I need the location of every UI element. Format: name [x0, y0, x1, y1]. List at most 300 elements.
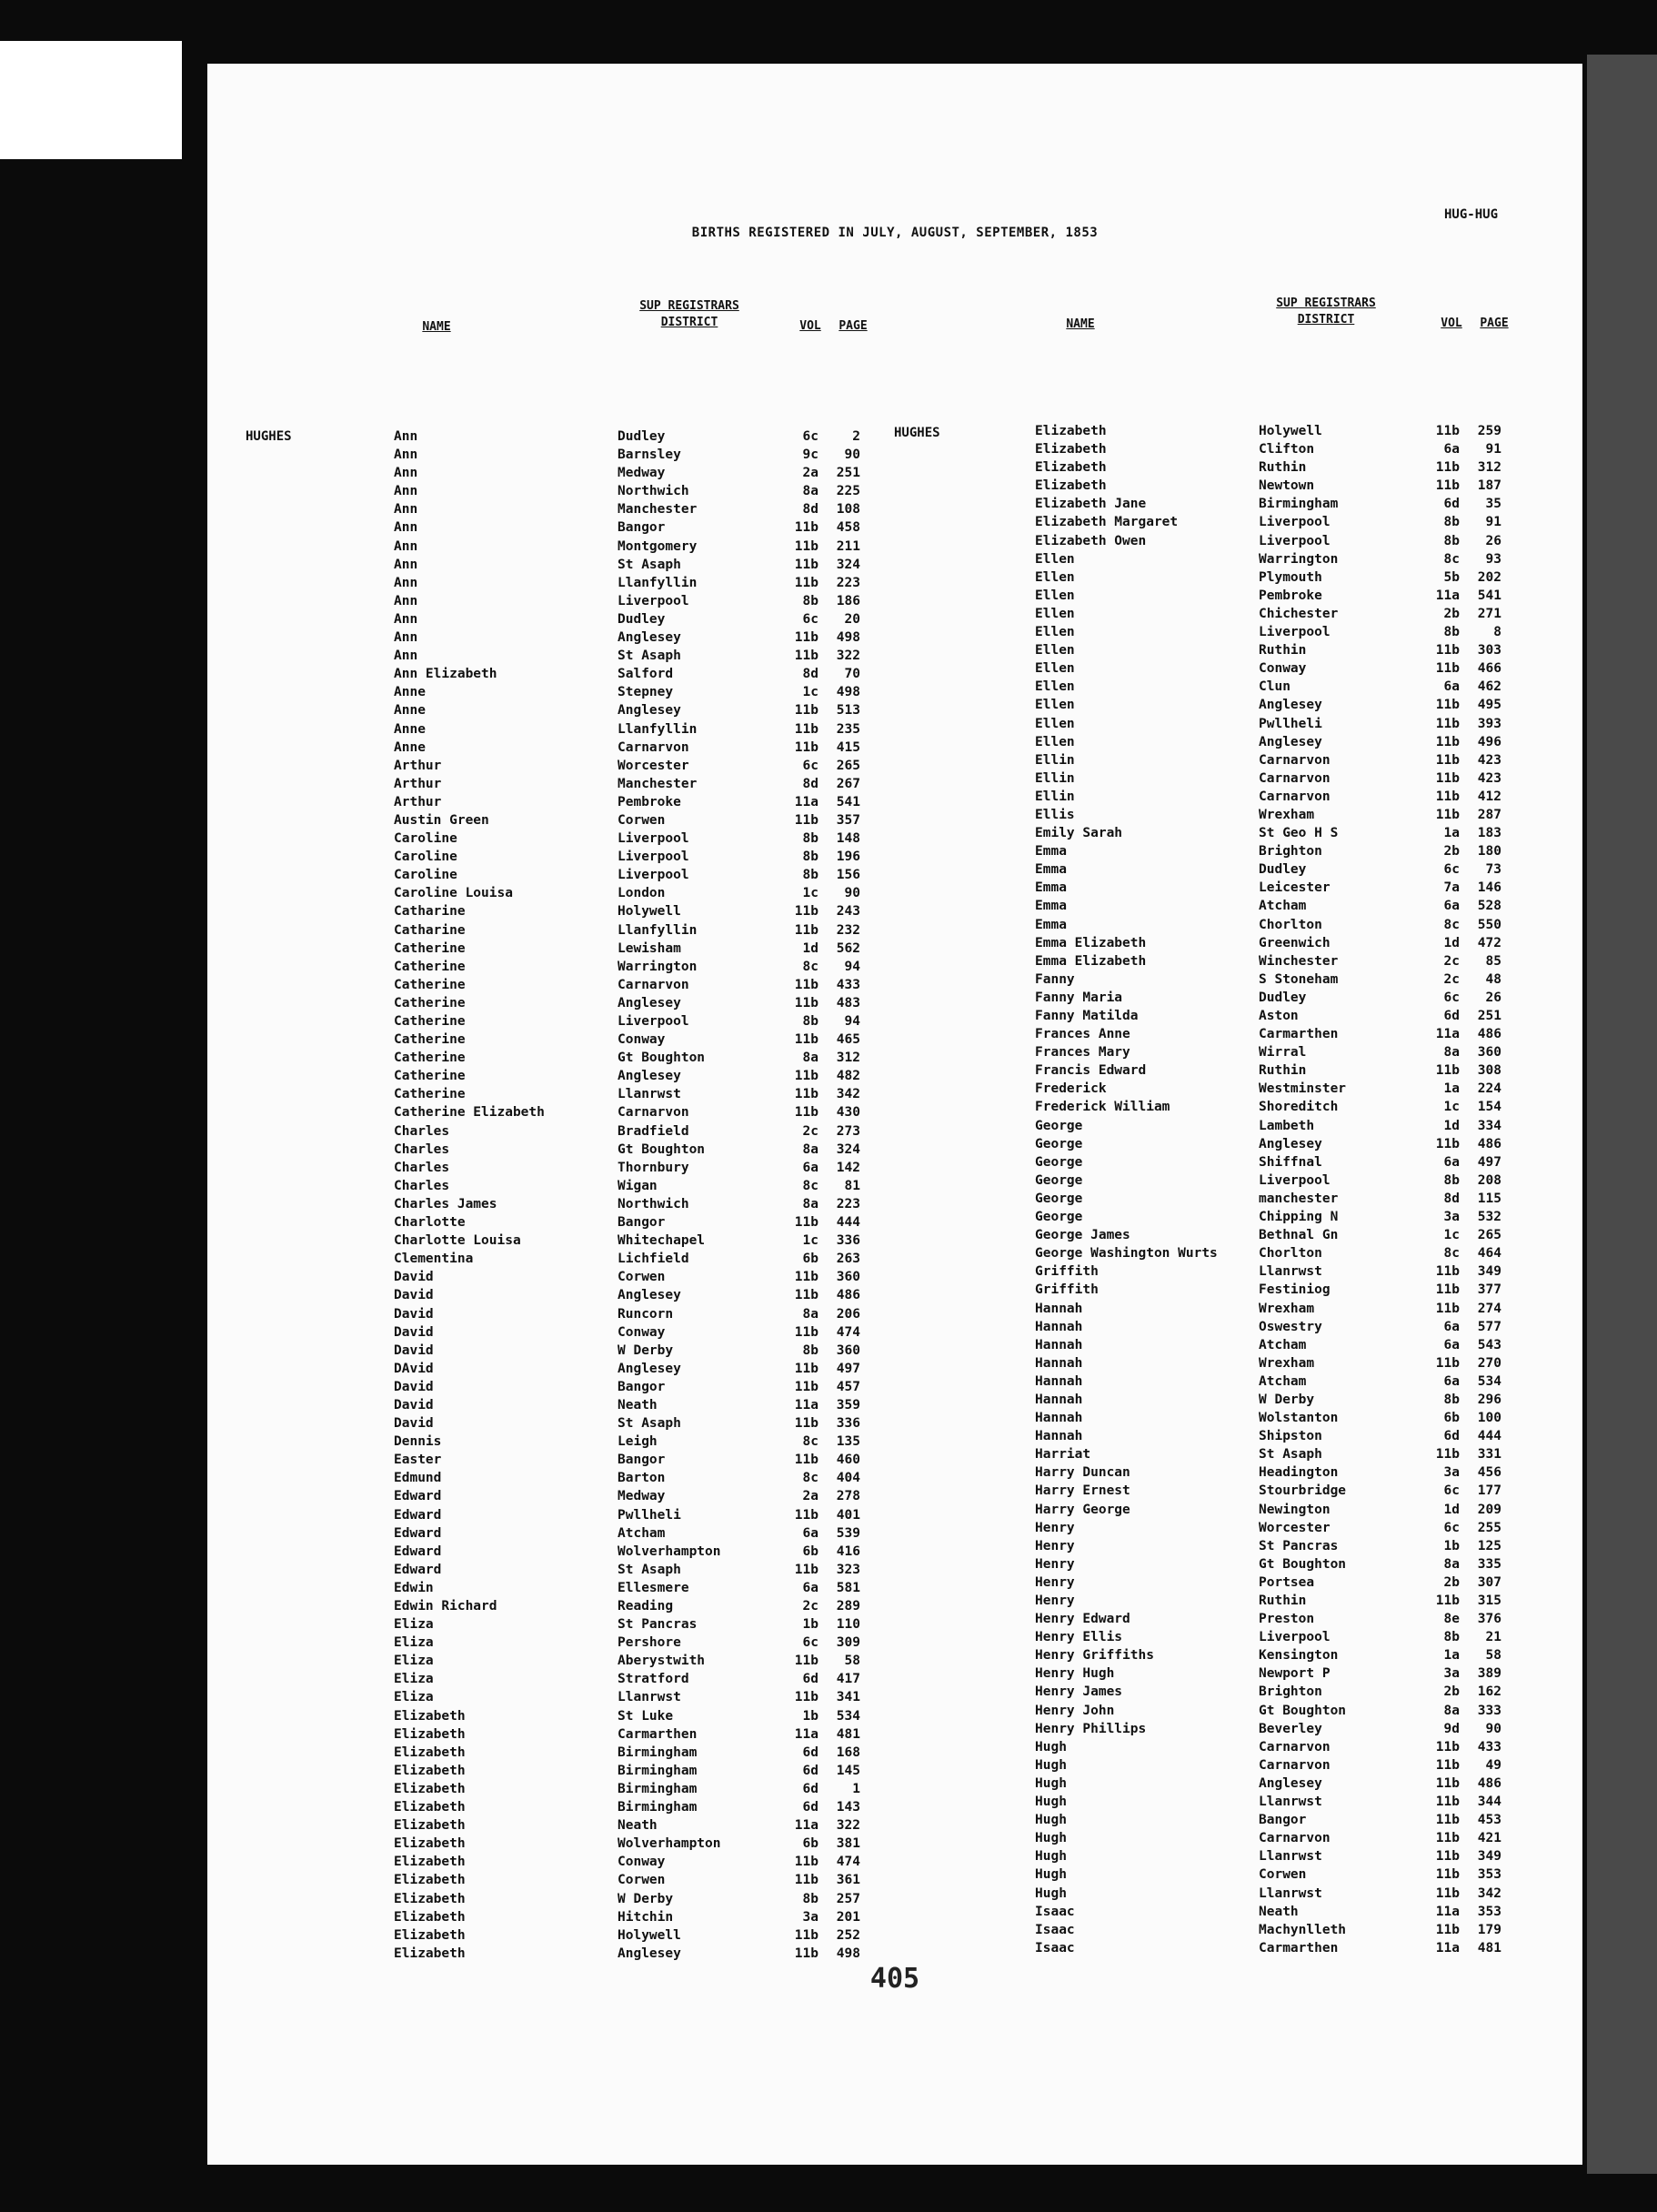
entry-vol: 8b — [1443, 1630, 1460, 1645]
entry-name: Eliza — [394, 1690, 434, 1705]
entry-vol: 8a — [802, 1051, 818, 1066]
entry-row — [394, 1124, 867, 1142]
entry-page: 156 — [836, 868, 860, 883]
entry-vol: 2b — [1443, 1574, 1460, 1590]
entry-page: 498 — [836, 630, 860, 646]
entry-page: 415 — [836, 739, 860, 755]
entry-page: 49 — [1485, 1757, 1501, 1773]
entry-row — [394, 1270, 867, 1288]
right-district-header-line1: SUP REGISTRARS — [1276, 297, 1376, 310]
entry-name: Henry — [1035, 1538, 1075, 1553]
entry-page: 486 — [1477, 1136, 1501, 1151]
entry-name: Caroline Louisa — [394, 886, 513, 901]
entry-name: Henry — [1035, 1520, 1075, 1535]
entry-district: Holywell — [1259, 424, 1322, 438]
entry-vol: 11b — [794, 1946, 818, 1961]
entry-vol: 11b — [1435, 1447, 1460, 1463]
entry-row — [394, 466, 867, 484]
entry-vol: 2c — [802, 1123, 818, 1139]
entry-district: St Asaph — [618, 1416, 681, 1432]
entry-page: 539 — [836, 1525, 860, 1541]
entry-row — [1035, 844, 1517, 862]
entry-page: 416 — [836, 1543, 860, 1559]
entry-row — [394, 576, 867, 594]
entry-name: Charles — [394, 1178, 450, 1193]
entry-page: 483 — [836, 995, 860, 1010]
entry-page: 125 — [1477, 1538, 1501, 1553]
entry-page: 359 — [836, 1397, 860, 1413]
entry-district: Carnarvon — [1259, 752, 1331, 768]
entry-vol: 2c — [802, 1599, 818, 1614]
entry-district: Holywell — [618, 904, 681, 920]
entry-row — [394, 1380, 867, 1398]
entry-name: David — [394, 1397, 434, 1413]
entry-district: Bangor — [618, 520, 666, 536]
entry-row — [394, 978, 867, 996]
entry-name: Elizabeth — [1035, 424, 1107, 438]
entry-name: Eliza — [394, 1654, 434, 1669]
entry-vol: 6d — [802, 1744, 818, 1760]
entry-row — [394, 850, 867, 868]
film-edge-strip — [1587, 55, 1657, 2174]
entry-row — [394, 1252, 867, 1270]
entry-page: 206 — [836, 1306, 860, 1322]
entry-page: 162 — [1477, 1684, 1501, 1700]
entry-vol: 11a — [1435, 588, 1460, 603]
entry-page: 360 — [1477, 1045, 1501, 1061]
entry-district: Bangor — [618, 1379, 666, 1394]
entry-district: Liverpool — [1259, 625, 1331, 640]
entry-name: Caroline — [394, 831, 457, 847]
entry-district: Llanfyllin — [618, 721, 698, 737]
entry-name: Hugh — [1035, 1757, 1067, 1773]
entry-row — [1035, 442, 1517, 460]
entry-row — [1035, 1831, 1517, 1849]
entry-name: Edward — [394, 1507, 442, 1523]
entry-page: 21 — [1485, 1630, 1501, 1645]
entry-page: 296 — [1477, 1392, 1501, 1407]
entry-vol: 11b — [794, 995, 818, 1010]
entry-name: George — [1035, 1172, 1083, 1188]
entry-district: W Derby — [618, 1891, 674, 1906]
entry-vol: 11b — [794, 1873, 818, 1888]
entry-name: Edward — [394, 1525, 442, 1541]
entry-row — [394, 722, 867, 740]
entry-row — [1035, 1539, 1517, 1557]
entry-vol: 8b — [1443, 625, 1460, 640]
entry-vol: 11b — [1435, 1795, 1460, 1810]
entry-district: Chipping N — [1259, 1210, 1339, 1225]
entry-page: 267 — [836, 776, 860, 791]
entry-name: Ann — [394, 447, 418, 463]
entry-row — [394, 996, 867, 1014]
entry-row — [1035, 1210, 1517, 1228]
entry-district: Leigh — [618, 1434, 658, 1450]
entry-page: 143 — [836, 1800, 860, 1815]
entry-name: Charlotte Louisa — [394, 1233, 521, 1249]
entry-district: Llanrwst — [618, 1690, 681, 1705]
entry-district: Salford — [618, 667, 674, 682]
entry-vol: 11a — [1435, 1940, 1460, 1956]
entry-name: Catherine Elizabeth — [394, 1105, 545, 1121]
entry-vol: 11b — [1435, 807, 1460, 822]
entry-name: Caroline — [394, 850, 457, 865]
entry-district: Clifton — [1259, 442, 1315, 457]
entry-page: 430 — [836, 1105, 860, 1121]
entry-name: Arthur — [394, 758, 442, 773]
entry-page: 482 — [836, 1069, 860, 1084]
entry-vol: 6b — [1443, 1411, 1460, 1426]
entry-page: 94 — [844, 959, 860, 974]
entry-district: Oswestry — [1259, 1319, 1322, 1334]
right-district-header — [1253, 296, 1399, 328]
entry-row — [1035, 1941, 1517, 1959]
entry-district: manchester — [1259, 1191, 1339, 1206]
entry-district: Pwllheli — [1259, 716, 1322, 731]
entry-district: Brighton — [1259, 1684, 1322, 1700]
entry-row — [1035, 1648, 1517, 1666]
entry-name: Charlotte — [394, 1215, 466, 1231]
entry-page: 208 — [1477, 1172, 1501, 1188]
entry-row — [394, 1818, 867, 1836]
entry-vol: 1c — [1443, 1100, 1460, 1115]
entry-name: Harry Duncan — [1035, 1465, 1130, 1481]
entry-page: 456 — [1477, 1465, 1501, 1481]
entry-page: 323 — [836, 1562, 860, 1577]
entry-row — [394, 831, 867, 850]
entry-vol: 6d — [802, 1763, 818, 1778]
index-range-code: HUG-HUG — [1444, 207, 1499, 222]
entry-vol: 6d — [802, 1800, 818, 1815]
entry-row — [394, 484, 867, 502]
entry-page: 154 — [1477, 1100, 1501, 1115]
entry-name: Frances Anne — [1035, 1027, 1130, 1042]
entry-vol: 1d — [1443, 935, 1460, 950]
entry-vol: 11b — [794, 1654, 818, 1669]
entry-district: Stourbridge — [1259, 1483, 1347, 1499]
entry-page: 444 — [836, 1215, 860, 1231]
entry-name: Hugh — [1035, 1739, 1067, 1755]
entry-page: 179 — [1477, 1922, 1501, 1937]
entry-vol: 2b — [1443, 606, 1460, 621]
entry-vol: 1b — [1443, 1538, 1460, 1553]
entry-page: 187 — [1477, 478, 1501, 494]
entry-name: David — [394, 1324, 434, 1340]
film-label-tab — [0, 41, 182, 159]
entry-row — [1035, 1282, 1517, 1301]
entry-page: 324 — [836, 1141, 860, 1157]
entry-vol: 8d — [1443, 1191, 1460, 1206]
entry-row — [394, 1161, 867, 1179]
entry-vol: 9c — [802, 447, 818, 463]
entry-name: Hannah — [1035, 1355, 1083, 1371]
entry-page: 270 — [1477, 1355, 1501, 1371]
entry-district: Carnarvon — [618, 739, 689, 755]
entry-district: Newington — [1259, 1502, 1331, 1517]
entry-vol: 6c — [802, 611, 818, 627]
entry-page: 209 — [1477, 1502, 1501, 1517]
entry-name: Emma — [1035, 844, 1067, 860]
entry-vol: 2c — [1443, 953, 1460, 969]
entry-row — [394, 904, 867, 922]
entry-district: S Stoneham — [1259, 971, 1339, 987]
entry-page: 26 — [1485, 533, 1501, 548]
entry-page: 2 — [852, 429, 860, 444]
entry-district: Llanrwst — [1259, 1849, 1322, 1865]
entry-page: 26 — [1485, 990, 1501, 1005]
entry-vol: 6c — [1443, 862, 1460, 878]
entry-district: Birmingham — [618, 1781, 698, 1796]
entry-row — [394, 703, 867, 721]
entry-district: Llanrwst — [1259, 1885, 1322, 1901]
entry-vol: 8c — [802, 959, 818, 974]
entry-page: 183 — [1477, 826, 1501, 841]
entry-name: Easter — [394, 1453, 442, 1468]
entry-row — [1035, 954, 1517, 972]
entry-vol: 11b — [1435, 1301, 1460, 1316]
entry-page: 534 — [1477, 1373, 1501, 1389]
entry-vol: 11b — [1435, 1831, 1460, 1846]
entry-district: St Geo H S — [1259, 826, 1339, 841]
entry-page: 344 — [1477, 1795, 1501, 1810]
entry-row — [1035, 1009, 1517, 1027]
entry-name: Catherine — [394, 1032, 466, 1048]
entry-page: 393 — [1477, 716, 1501, 731]
entry-district: Anglesey — [618, 995, 681, 1010]
entry-row — [1035, 717, 1517, 735]
left-district-header-line2: DISTRICT — [660, 316, 718, 329]
entry-district: St Asaph — [618, 1562, 681, 1577]
entry-district: Whitechapel — [618, 1233, 706, 1249]
entry-page: 457 — [836, 1379, 860, 1394]
entry-row — [1035, 808, 1517, 826]
entry-vol: 8b — [802, 1891, 818, 1906]
entry-district: Liverpool — [1259, 1630, 1331, 1645]
entry-district: Northwich — [618, 484, 689, 499]
entry-row — [1035, 1813, 1517, 1831]
entry-name: Elizabeth — [394, 1818, 466, 1834]
entry-name: Ellen — [1035, 569, 1075, 585]
entry-page: 513 — [836, 703, 860, 719]
entry-page: 177 — [1477, 1483, 1501, 1499]
entry-district: Birmingham — [618, 1800, 698, 1815]
entry-row — [394, 612, 867, 630]
entry-district: Anglesey — [1259, 698, 1322, 713]
entry-district: Preston — [1259, 1612, 1315, 1627]
entry-vol: 6c — [1443, 1483, 1460, 1499]
entry-row — [1035, 1740, 1517, 1758]
entry-row — [394, 1142, 867, 1161]
entry-row — [1035, 1393, 1517, 1411]
entry-vol: 11b — [1435, 1063, 1460, 1079]
entry-page: 474 — [836, 1324, 860, 1340]
entry-name: Charles — [394, 1141, 450, 1157]
entry-district: Liverpool — [1259, 533, 1331, 548]
entry-page: 20 — [844, 611, 860, 627]
entry-district: Brighton — [1259, 844, 1322, 860]
entry-district: Medway — [618, 1489, 666, 1504]
entry-vol: 8c — [1443, 551, 1460, 567]
entry-district: Birmingham — [618, 1763, 698, 1778]
entry-vol: 8d — [802, 776, 818, 791]
entry-row — [394, 1508, 867, 1526]
entry-district: Headington — [1259, 1465, 1339, 1481]
entry-name: George — [1035, 1191, 1083, 1206]
entry-vol: 11b — [794, 904, 818, 920]
entry-page: 486 — [1477, 1775, 1501, 1791]
entry-vol: 11b — [794, 1105, 818, 1121]
entry-page: 265 — [1477, 1228, 1501, 1243]
entry-page: 562 — [836, 940, 860, 956]
entry-page: 349 — [1477, 1264, 1501, 1280]
entry-row — [1035, 607, 1517, 625]
entry-vol: 11a — [794, 1818, 818, 1834]
entry-district: Neath — [1259, 1904, 1299, 1919]
entry-vol: 6a — [1443, 679, 1460, 695]
entry-page: 577 — [1477, 1319, 1501, 1334]
entry-page: 91 — [1485, 442, 1501, 457]
entry-name: Elizabeth — [1035, 478, 1107, 494]
entry-name: Ellen — [1035, 679, 1075, 695]
entry-name: Hannah — [1035, 1411, 1083, 1426]
entry-row — [1035, 588, 1517, 607]
entry-row — [1035, 1521, 1517, 1539]
entry-page: 460 — [836, 1453, 860, 1468]
entry-vol: 6c — [802, 429, 818, 444]
entry-page: 73 — [1485, 862, 1501, 878]
entry-vol: 8d — [802, 667, 818, 682]
entry-district: St Asaph — [618, 557, 681, 572]
entry-name: Ellen — [1035, 716, 1075, 731]
entry-district: Llanrwst — [1259, 1795, 1322, 1810]
entry-vol: 11b — [1435, 460, 1460, 476]
entry-page: 534 — [836, 1708, 860, 1724]
entry-district: Worcester — [618, 758, 689, 773]
entry-row — [1035, 679, 1517, 698]
entry-page: 322 — [836, 1818, 860, 1834]
entry-row — [1035, 1246, 1517, 1264]
entry-row — [1035, 570, 1517, 588]
entry-page: 252 — [836, 1927, 860, 1943]
entry-district: Warrington — [1259, 551, 1339, 567]
entry-name: Charles — [394, 1160, 450, 1175]
entry-district: Gt Boughton — [1259, 1703, 1347, 1718]
entry-district: Chichester — [1259, 606, 1339, 621]
entry-district: W Derby — [1259, 1392, 1315, 1407]
entry-vol: 1b — [802, 1617, 818, 1633]
entry-name: Hannah — [1035, 1301, 1083, 1316]
entry-district: Liverpool — [618, 868, 689, 883]
entry-name: Elizabeth Owen — [1035, 533, 1147, 548]
entry-name: Elizabeth — [1035, 460, 1107, 476]
entry-page: 389 — [1477, 1666, 1501, 1682]
entry-row — [1035, 1155, 1517, 1173]
entry-name: Catherine — [394, 1069, 466, 1084]
entry-vol: 11b — [794, 1927, 818, 1943]
entry-page: 146 — [1477, 880, 1501, 896]
entry-district: Holywell — [618, 1927, 681, 1943]
entry-vol: 11a — [794, 794, 818, 809]
entry-page: 381 — [836, 1836, 860, 1852]
entry-district: Reading — [618, 1599, 674, 1614]
entry-name: Frederick — [1035, 1081, 1107, 1097]
entry-page: 423 — [1477, 770, 1501, 786]
entry-name: Eliza — [394, 1672, 434, 1687]
entry-row — [1035, 1483, 1517, 1502]
entry-page: 497 — [1477, 1154, 1501, 1170]
entry-row — [1035, 771, 1517, 789]
entry-page: 312 — [1477, 460, 1501, 476]
entry-row — [1035, 1302, 1517, 1320]
entry-vol: 6a — [1443, 1373, 1460, 1389]
entry-vol: 11b — [794, 1270, 818, 1285]
entry-row — [394, 447, 867, 466]
entry-district: Plymouth — [1259, 569, 1322, 585]
entry-district: Llanrwst — [1259, 1264, 1322, 1280]
entry-page: 287 — [1477, 807, 1501, 822]
entry-page: 335 — [1477, 1556, 1501, 1572]
entry-name: Ann — [394, 611, 418, 627]
entry-district: Anglesey — [618, 630, 681, 646]
entry-name: Ann — [394, 466, 418, 481]
entry-vol: 11b — [1435, 661, 1460, 677]
entry-name: Catherine — [394, 977, 466, 992]
left-district-header-line1: SUP REGISTRARS — [639, 299, 739, 313]
entry-row — [394, 558, 867, 576]
entry-district: St Pancras — [618, 1617, 698, 1633]
entry-vol: 11b — [794, 1379, 818, 1394]
entry-row — [394, 1288, 867, 1306]
entry-name: Clementina — [394, 1252, 474, 1267]
entry-page: 81 — [844, 1178, 860, 1193]
entry-district: Conway — [618, 1032, 666, 1048]
entry-district: Bangor — [1259, 1813, 1307, 1828]
entry-page: 433 — [836, 977, 860, 992]
entry-page: 462 — [1477, 679, 1501, 695]
entry-district: Montgomery — [618, 538, 698, 554]
entry-name: Henry Ellis — [1035, 1630, 1123, 1645]
entry-row — [394, 1307, 867, 1325]
entry-name: Charles — [394, 1123, 450, 1139]
entry-district: Llanrwst — [618, 1087, 681, 1102]
entry-vol: 11b — [794, 1507, 818, 1523]
entry-district: Pershore — [618, 1635, 681, 1651]
entry-vol: 2b — [1443, 1684, 1460, 1700]
entry-district: Gt Boughton — [1259, 1556, 1347, 1572]
entry-vol: 11b — [1435, 698, 1460, 713]
entry-name: Ann — [394, 557, 418, 572]
entry-page: 255 — [1477, 1520, 1501, 1535]
entry-vol: 6a — [802, 1160, 818, 1175]
entry-name: Emma — [1035, 862, 1067, 878]
entry-row — [394, 594, 867, 612]
entry-name: DAvid — [394, 1361, 434, 1376]
entry-district: Wolverhampton — [618, 1836, 721, 1852]
entry-row — [1035, 1411, 1517, 1429]
entry-row — [1035, 918, 1517, 936]
entry-name: Fanny Maria — [1035, 990, 1123, 1005]
entry-row — [394, 1782, 867, 1800]
entry-row — [394, 1526, 867, 1544]
entry-vol: 2b — [1443, 844, 1460, 860]
entry-page: 331 — [1477, 1447, 1501, 1463]
entry-page: 465 — [836, 1032, 860, 1048]
entry-page: 168 — [836, 1744, 860, 1760]
entry-row — [394, 1453, 867, 1471]
entry-name: George Washington Wurts — [1035, 1246, 1218, 1262]
entry-row — [394, 1599, 867, 1617]
entry-row — [1035, 1228, 1517, 1246]
